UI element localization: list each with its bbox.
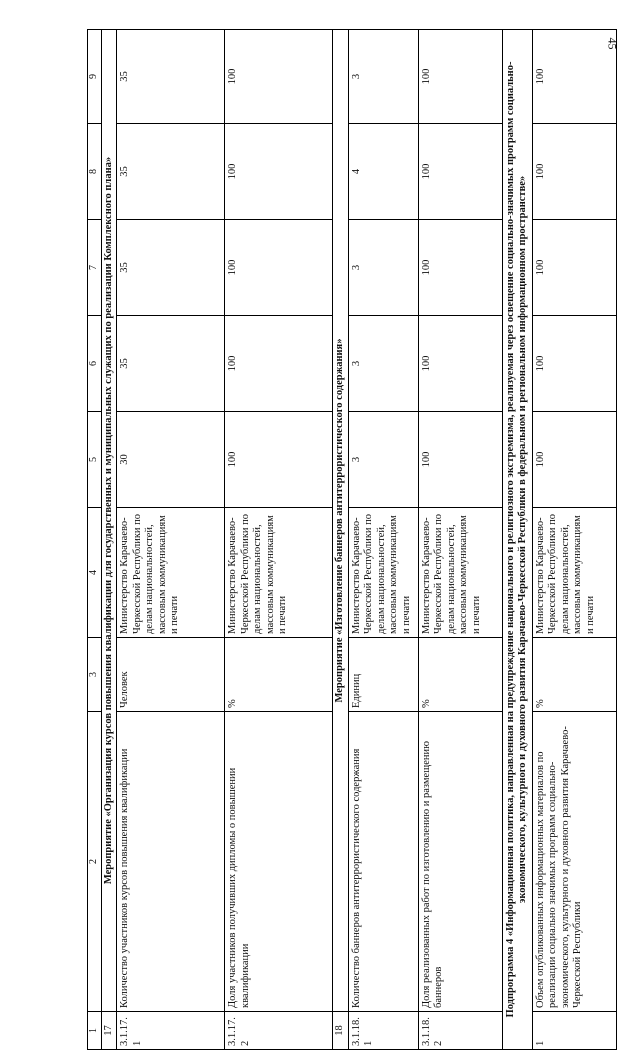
subprogram-title: Подпрограмма 4 «Информационная политика, направленная на предупреждение национального и религиозного экстремизма, реализуемая через освещение социально-значимых программ социально-экономического, культурного и духовного развития Карачаево-Черкесской Республики в федеральном и региональном информационном пространстве» [502,30,532,1050]
value-cell: 100 [418,30,502,124]
value-cell: 100 [532,30,616,124]
indicator-name: Объем опубликованных информационных материалов по реализации социально значимых программ социально-экономического, культурного и духовного развития Карачаево-Черкесской Республики [532,712,616,1012]
col-number: 2 [88,712,102,1012]
col-number: 9 [88,30,102,124]
row-id: 1 [532,1012,616,1050]
executor: Министерство Карачаево-Черкесской Республики по делам национальностей, массовым коммуникациям и печати [117,508,225,638]
value-cell: 100 [532,316,616,412]
col-number: 8 [88,124,102,220]
value-cell: 100 [418,316,502,412]
value-cell: 100 [418,412,502,508]
value-cell: 100 [225,316,333,412]
table-row [225,30,333,1050]
indicator-name: Количество баннеров антитеррористического содержания [348,712,418,1012]
unit: Человек [117,638,225,712]
value-cell: 35 [117,220,225,316]
value-cell: 100 [225,412,333,508]
value-cell: 35 [117,124,225,220]
value-cell: 30 [117,412,225,508]
indicator-name: Доля участников получивших дипломы о повышении квалификации [225,712,333,1012]
col-number: 5 [88,412,102,508]
col-number: 3 [88,638,102,712]
unit: % [532,638,616,712]
unit: Единиц [348,638,418,712]
indicator-name: Доля реализованных работ по изготовлению и размещению баннеров [418,712,502,1012]
section-title: Мероприятие «Изготовление баннеров антитеррористического содержания» [333,30,349,1012]
table-row [418,30,502,1050]
value-cell: 100 [418,124,502,220]
indicator-name: Количество участников курсов повышения квалификации [117,712,225,1012]
value-cell: 3 [348,412,418,508]
unit: % [418,638,502,712]
section-id: 18 [333,1012,349,1050]
value-cell: 100 [532,220,616,316]
table-row [348,30,418,1050]
table-row [117,30,225,1050]
section-id: 17 [101,1012,117,1050]
section-row [101,30,117,1050]
page-number: 45 [605,37,620,50]
row-id: 3.1.17.1 [117,1012,225,1050]
table-row [532,30,616,1050]
executor: Министерство Карачаево-Черкесской Республики по делам национальностей, массовым коммуникациям и печати [532,508,616,638]
value-cell: 3 [348,316,418,412]
subprogram-row [502,30,532,1050]
section-title: Мероприятие «Организация курсов повышения квалификации для государственных и муниципальных служащих по реализации Комплексного плана» [101,30,117,1012]
value-cell: 3 [348,220,418,316]
value-cell: 100 [532,412,616,508]
value-cell: 35 [117,30,225,124]
value-cell: 4 [348,124,418,220]
row-id: 3.1.18.1 [348,1012,418,1050]
value-cell: 100 [418,220,502,316]
executor: Министерство Карачаево-Черкесской Республики по делам национальностей, массовым коммуникациям и печати [418,508,502,638]
executor: Министерство Карачаево-Черкесской Республики по делам национальностей, массовым коммуникациям и печати [225,508,333,638]
col-number: 4 [88,508,102,638]
indicators-table [87,29,617,1050]
value-cell: 100 [225,220,333,316]
section-row [333,30,349,1050]
value-cell: 35 [117,316,225,412]
col-number: 6 [88,316,102,412]
value-cell: 100 [225,124,333,220]
executor: Министерство Карачаево-Черкесской Республики по делам национальностей, массовым коммуникациям и печати [348,508,418,638]
row-id: 3.1.18.2 [418,1012,502,1050]
row-id: 3.1.17.2 [225,1012,333,1050]
col-number: 7 [88,220,102,316]
value-cell: 3 [348,30,418,124]
unit: % [225,638,333,712]
column-numbers-row [88,30,102,1050]
value-cell: 100 [225,30,333,124]
value-cell: 100 [532,124,616,220]
col-number: 1 [88,1012,102,1050]
rotated-table-container [87,30,596,1050]
